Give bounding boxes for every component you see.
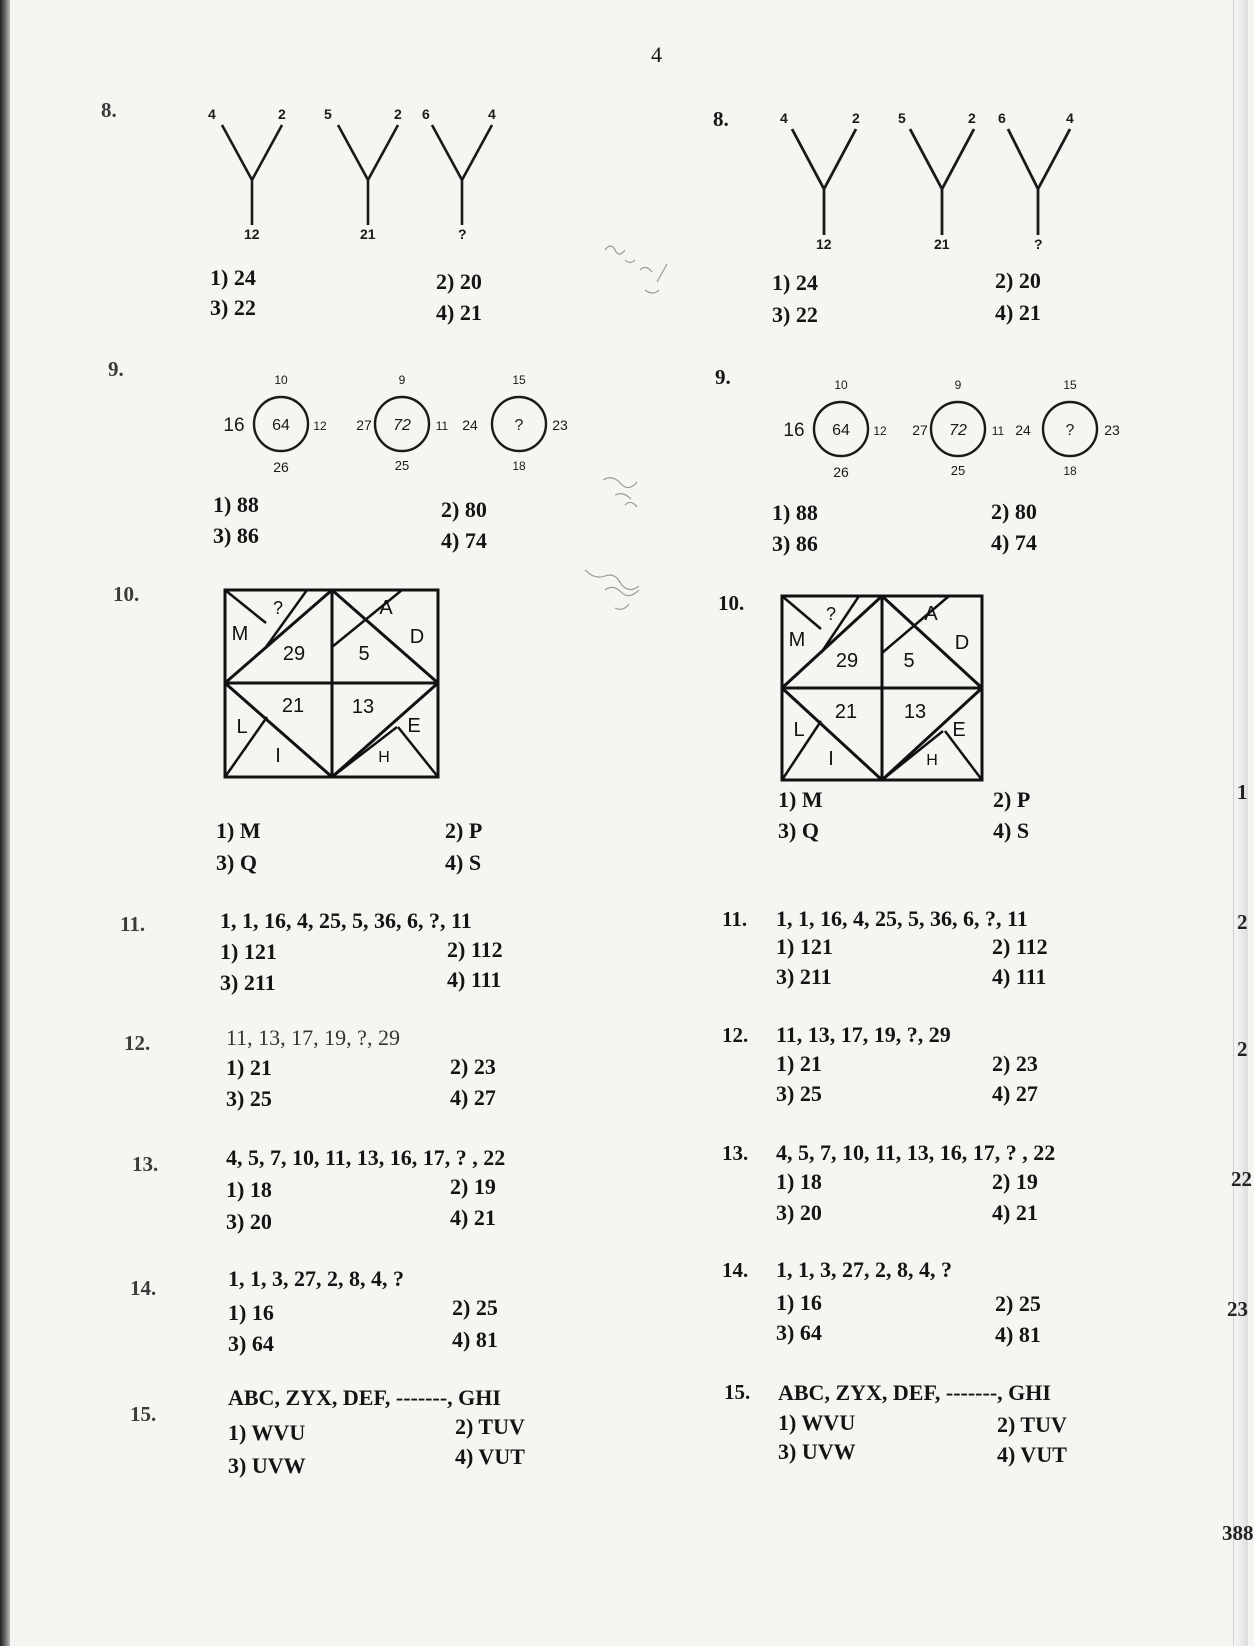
circle-bottom: 18	[512, 459, 526, 473]
grid-cell-tr-right: D	[409, 626, 425, 648]
option-2: 2) 19	[992, 1169, 1038, 1194]
grid-cell-br-bottom: H	[926, 752, 938, 769]
circle-bottom: 25	[394, 458, 410, 473]
option-4: 4) 27	[450, 1085, 496, 1110]
question-number: 10.	[718, 591, 745, 615]
option-1: 1) 21	[776, 1051, 822, 1076]
clipped-margin-number: 388	[1222, 1521, 1254, 1545]
option-4: 4) 74	[991, 530, 1037, 555]
option-2: 2) 112	[447, 937, 503, 962]
option-4: 4) VUT	[997, 1442, 1067, 1467]
option-3: 3) 64	[776, 1320, 822, 1345]
option-3: 3) 25	[776, 1081, 822, 1106]
option-3: 3) 22	[210, 295, 256, 320]
circle-top: 10	[274, 373, 288, 387]
question-number: 13.	[722, 1141, 749, 1165]
circle-top: 15	[1063, 378, 1077, 392]
letter-series: ABC, ZYX, DEF, -------, GHI	[778, 1380, 1051, 1405]
grid-cell-tr-center: 5	[358, 643, 370, 665]
circle-left: 27	[912, 422, 928, 438]
option-2: 2) 19	[450, 1174, 496, 1199]
circle-right: 23	[552, 417, 568, 433]
option-4: 4) 81	[995, 1322, 1041, 1347]
circle-right: 12	[873, 424, 887, 438]
option-3: 3) Q	[778, 818, 819, 843]
circle-top: 10	[834, 378, 848, 392]
grid-cell-tr-top: A	[379, 597, 393, 619]
question-number: 14.	[130, 1276, 157, 1300]
option-1: 1) 121	[220, 939, 277, 964]
option-1: 1) 16	[228, 1300, 274, 1325]
option-1: 1) M	[216, 818, 261, 843]
option-2: 2) 23	[992, 1051, 1038, 1076]
grid-cell-br-center: 13	[351, 696, 375, 718]
circle-left: 16	[223, 415, 245, 436]
grid-cell-bl-left: L	[793, 719, 805, 741]
y-top-right: 4	[488, 106, 496, 122]
grid-cell-br-right: E	[952, 719, 966, 741]
option-3: 3) 86	[772, 531, 818, 556]
y-top-right: 4	[1066, 110, 1074, 126]
option-1: 1) 18	[776, 1169, 822, 1194]
circle-center: 64	[272, 417, 290, 434]
option-2: 2) 25	[452, 1295, 498, 1320]
y-figures	[200, 105, 540, 250]
grid-cell-tl-left: M	[231, 623, 249, 645]
option-2: 2) 20	[995, 268, 1041, 293]
option-1: 1) WVU	[778, 1410, 856, 1435]
y-top-left: 6	[422, 106, 430, 122]
circle-bottom: 25	[950, 463, 966, 478]
option-4: 4) 21	[436, 300, 482, 325]
y-top-left: 5	[324, 106, 332, 122]
question-number: 10.	[113, 582, 140, 606]
y-bottom: 21	[360, 226, 376, 242]
grid-cell-tl-left: M	[788, 629, 806, 651]
option-2: 2) 23	[450, 1054, 496, 1079]
option-3: 3) 211	[776, 964, 832, 989]
option-1: 1) 21	[226, 1055, 272, 1080]
option-2: 2) 80	[441, 497, 487, 522]
option-3: 3) 20	[226, 1209, 272, 1234]
scan-right-edge	[1233, 0, 1248, 1646]
clipped-margin-number: 1	[1237, 780, 1248, 804]
option-4: 4) 74	[441, 528, 487, 553]
option-3: 3) UVW	[228, 1453, 306, 1478]
circle-center: ?	[1065, 422, 1075, 439]
y-bottom: ?	[458, 226, 467, 242]
option-4: 4) VUT	[455, 1444, 525, 1469]
number-series: 4, 5, 7, 10, 11, 13, 16, 17, ? , 22	[226, 1145, 506, 1170]
option-3: 3) 22	[772, 302, 818, 327]
option-4: 4) 21	[995, 300, 1041, 325]
option-3: 3) 25	[226, 1086, 272, 1111]
option-2: 2) 25	[995, 1291, 1041, 1316]
option-2: 2) 80	[991, 499, 1037, 524]
circle-left: 24	[1015, 422, 1031, 438]
option-3: 3) 86	[213, 523, 259, 548]
y-top-right: 2	[278, 106, 286, 122]
circle-center: 72	[949, 422, 967, 439]
question-number: 9.	[715, 365, 731, 389]
circle-bottom: 18	[1063, 464, 1077, 478]
option-2: 2) 112	[992, 934, 1048, 959]
circle-right: 11	[991, 424, 1005, 438]
y-top-left: 6	[998, 110, 1006, 126]
option-1: 1) 18	[226, 1177, 272, 1202]
circle-top: 9	[398, 373, 406, 387]
option-3: 3) UVW	[778, 1439, 856, 1464]
option-4: 4) 21	[450, 1205, 496, 1230]
letter-series: ABC, ZYX, DEF, -------, GHI	[228, 1385, 501, 1410]
letter-grid-figure	[222, 587, 444, 782]
circle-left: 16	[783, 420, 805, 441]
grid-cell-tl-top: ?	[825, 604, 837, 624]
question-number: 11.	[120, 912, 146, 936]
grid-cell-bl-center: 21	[281, 695, 305, 717]
page-number: 4	[651, 42, 662, 67]
number-series: 1, 1, 16, 4, 25, 5, 36, 6, ?, 11	[776, 906, 1028, 931]
grid-cell-tr-top: A	[924, 603, 938, 625]
option-2: 2) TUV	[997, 1412, 1067, 1437]
question-number: 12.	[722, 1023, 749, 1047]
y-top-right: 2	[394, 106, 402, 122]
option-4: 4) S	[445, 850, 482, 875]
circle-center: 64	[832, 422, 850, 439]
number-series: 4, 5, 7, 10, 11, 13, 16, 17, ? , 22	[776, 1140, 1056, 1165]
circle-bottom: 26	[833, 464, 849, 480]
option-1: 1) 16	[776, 1290, 822, 1315]
option-2: 2) 20	[436, 269, 482, 294]
question-number: 12.	[124, 1031, 151, 1055]
option-2: 2) P	[445, 818, 483, 843]
question-number: 11.	[722, 907, 748, 931]
option-4: 4) 81	[452, 1327, 498, 1352]
option-3: 3) 211	[220, 970, 276, 995]
option-3: 3) 64	[228, 1331, 274, 1356]
clipped-margin-number: 23	[1227, 1297, 1248, 1321]
grid-cell-tr-right: D	[954, 632, 970, 654]
grid-cell-bl-center: 21	[834, 701, 858, 723]
option-1: 1) 88	[213, 492, 259, 517]
question-number: 15.	[130, 1402, 157, 1426]
letter-grid-figure	[779, 593, 987, 785]
circle-right: 12	[313, 419, 327, 433]
y-bottom: 12	[816, 236, 832, 252]
y-bottom: 12	[244, 226, 260, 242]
circle-left: 24	[462, 417, 478, 433]
option-3: 3) Q	[216, 850, 257, 875]
y-bottom: ?	[1034, 236, 1043, 252]
y-figures	[770, 107, 1110, 252]
number-series: 1, 1, 16, 4, 25, 5, 36, 6, ?, 11	[220, 908, 472, 933]
grid-cell-tl-center: 29	[835, 650, 859, 672]
circle-center: ?	[514, 417, 524, 434]
grid-cell-br-center: 13	[903, 701, 927, 723]
grid-cell-tr-center: 5	[903, 650, 915, 672]
question-number: 14.	[722, 1258, 749, 1282]
option-2: 2) TUV	[455, 1414, 525, 1439]
number-series: 1, 1, 3, 27, 2, 8, 4, ?	[228, 1266, 404, 1291]
grid-cell-bl-bottom: I	[828, 748, 834, 770]
y-bottom: 21	[934, 236, 950, 252]
option-4: 4) 21	[992, 1200, 1038, 1225]
scan-left-edge	[0, 0, 10, 1646]
y-top-left: 5	[898, 110, 906, 126]
option-4: 4) S	[993, 818, 1030, 843]
grid-cell-bl-bottom: I	[275, 745, 281, 767]
circle-right: 23	[1104, 422, 1120, 438]
circle-top: 15	[512, 373, 526, 387]
number-series: 11, 13, 17, 19, ?, 29	[776, 1022, 951, 1047]
question-number: 8.	[101, 98, 117, 122]
circle-left: 27	[356, 417, 372, 433]
circle-figures	[220, 370, 580, 480]
y-top-left: 4	[780, 110, 788, 126]
option-4: 4) 27	[992, 1081, 1038, 1106]
option-1: 1) 24	[772, 270, 818, 295]
option-4: 4) 111	[447, 967, 502, 992]
circle-bottom: 26	[273, 459, 289, 475]
number-series: 11, 13, 17, 19, ?, 29	[226, 1025, 400, 1050]
circle-figures	[780, 375, 1140, 485]
y-top-right: 2	[852, 110, 860, 126]
grid-cell-tl-top: ?	[272, 598, 284, 618]
y-top-left: 4	[208, 106, 216, 122]
option-1: 1) M	[778, 787, 823, 812]
grid-cell-bl-left: L	[236, 716, 248, 738]
option-2: 2) P	[993, 787, 1031, 812]
grid-cell-tl-center: 29	[282, 643, 306, 665]
circle-center: 72	[393, 417, 411, 434]
question-number: 8.	[713, 107, 729, 131]
clipped-margin-number: 2	[1237, 1037, 1248, 1061]
option-4: 4) 111	[992, 964, 1047, 989]
option-1: 1) WVU	[228, 1420, 306, 1445]
option-3: 3) 20	[776, 1200, 822, 1225]
option-1: 1) 24	[210, 265, 256, 290]
option-1: 1) 88	[772, 500, 818, 525]
circle-right: 11	[435, 419, 449, 433]
question-number: 15.	[724, 1380, 751, 1404]
circle-top: 9	[954, 378, 962, 392]
question-number: 13.	[132, 1152, 159, 1176]
question-number: 9.	[108, 357, 124, 381]
clipped-margin-number: 2	[1237, 910, 1248, 934]
pencil-scribbles	[595, 230, 705, 650]
option-1: 1) 121	[776, 934, 833, 959]
number-series: 1, 1, 3, 27, 2, 8, 4, ?	[776, 1257, 952, 1282]
grid-cell-br-right: E	[407, 715, 421, 737]
y-top-right: 2	[968, 110, 976, 126]
grid-cell-br-bottom: H	[378, 749, 390, 766]
clipped-margin-number: 22	[1231, 1167, 1252, 1191]
